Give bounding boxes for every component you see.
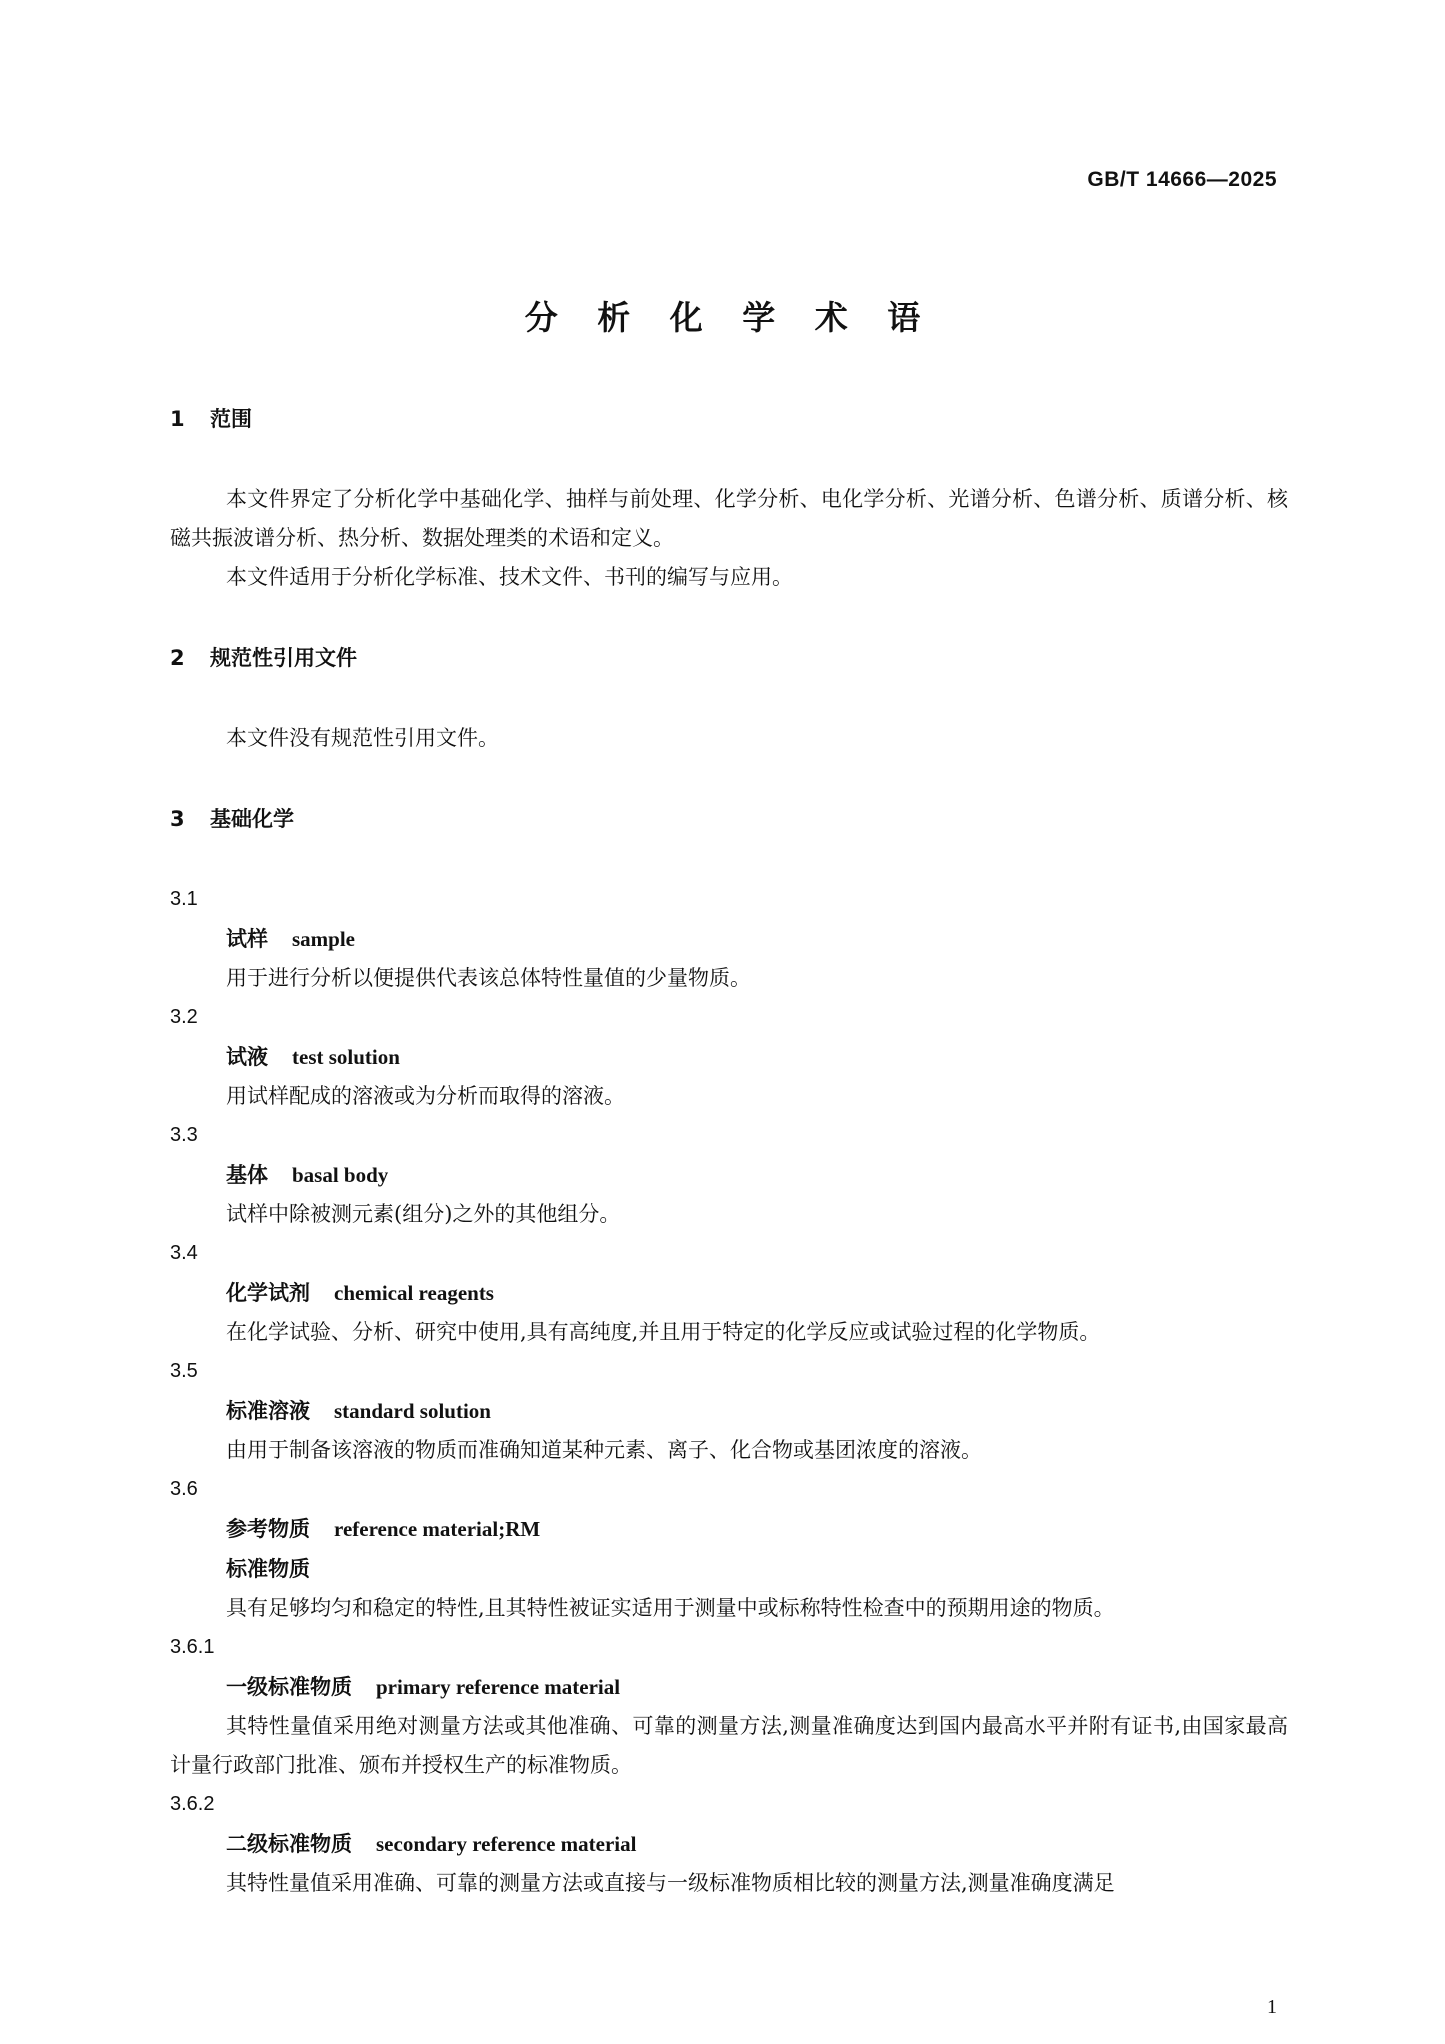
paragraph: 本文件界定了分析化学中基础化学、抽样与前处理、化学分析、电化学分析、光谱分析、色谱分析、质谱分析、核磁共振波谱分析、热分析、数据处理类的术语和定义。 [170,487,1288,550]
term-number: 3.1 [170,888,198,910]
term-heading [170,1667,1288,1707]
term-zh: 二级标准物质 [226,1832,352,1856]
term-en: basal body [292,1163,389,1187]
term-alternate-heading [170,1549,1288,1589]
term-zh: 标准溶液 [226,1399,310,1423]
term-number: 3.3 [170,1124,198,1146]
term-entry [170,1785,1288,1903]
term-definition: 其特性量值采用准确、可靠的测量方法或直接与一级标准物质相比较的测量方法,测量准确度满足 [226,1871,1115,1895]
section-2-heading [170,643,1288,673]
term-entry [170,1352,1288,1470]
paragraph: 本文件没有规范性引用文件。 [226,726,499,750]
term-en: reference material;RM [334,1517,541,1541]
term-en: test solution [292,1045,400,1069]
term-zh: 参考物质 [226,1517,310,1541]
term-entry [170,1628,1288,1785]
term-number: 3.6 [170,1478,198,1500]
term-en: primary reference material [376,1675,621,1699]
document-body [170,404,1288,1903]
term-entry [170,1470,1288,1628]
page-number: 1 [1267,1996,1277,2018]
term-en: chemical reagents [334,1281,494,1305]
term-heading [170,1509,1288,1549]
term-definition: 具有足够均匀和稳定的特性,且其特性被证实适用于测量中或标称特性检查中的预期用途的物质。 [226,1596,1115,1620]
term-number: 3.6.2 [170,1793,215,1815]
term-definition: 用于进行分析以便提供代表该总体特性量值的少量物质。 [226,966,751,990]
standard-code: GB/T 14666—2025 [1087,168,1277,191]
term-definition: 由用于制备该溶液的物质而准确知道某种元素、离子、化合物或基团浓度的溶液。 [226,1438,982,1462]
section-number: 2 [170,646,185,670]
term-heading [170,1824,1288,1864]
section-3-heading [170,804,1288,834]
section-number: 3 [170,807,185,831]
term-entry [170,1116,1288,1234]
section-title: 基础化学 [210,807,294,831]
term-en: standard solution [334,1399,491,1423]
term-entry [170,880,1288,998]
term-number: 3.5 [170,1360,198,1382]
term-number: 3.2 [170,1006,198,1028]
term-zh: 试液 [226,1045,268,1069]
term-zh: 化学试剂 [226,1281,310,1305]
term-heading [170,1155,1288,1195]
section-number: 1 [170,407,185,431]
paragraph: 本文件适用于分析化学标准、技术文件、书刊的编写与应用。 [226,565,793,589]
term-zh: 试样 [226,927,268,951]
term-heading [170,919,1288,959]
term-en: sample [292,927,355,951]
term-heading [170,1037,1288,1077]
term-definition: 在化学试验、分析、研究中使用,具有高纯度,并且用于特定的化学反应或试验过程的化学物质。 [226,1320,1101,1344]
term-heading [170,1273,1288,1313]
term-alt-zh: 标准物质 [226,1557,310,1581]
term-entry [170,1234,1288,1352]
term-definition: 试样中除被测元素(组分)之外的其他组分。 [226,1202,621,1226]
term-heading [170,1391,1288,1431]
term-entry [170,998,1288,1116]
term-en: secondary reference material [376,1832,637,1856]
term-zh: 一级标准物质 [226,1675,352,1699]
document-title: 分 析 化 学 术 语 [524,298,935,337]
term-definition: 其特性量值采用绝对测量方法或其他准确、可靠的测量方法,测量准确度达到国内最高水平并附有证书,由国家最高计量行政部门批准、颁布并授权生产的标准物质。 [170,1714,1288,1777]
term-number: 3.6.1 [170,1636,215,1658]
term-definition: 用试样配成的溶液或为分析而取得的溶液。 [226,1084,625,1108]
term-number: 3.4 [170,1242,198,1264]
section-title: 规范性引用文件 [210,646,357,670]
section-1-heading [170,404,1288,434]
term-zh: 基体 [226,1163,268,1187]
section-title: 范围 [210,407,252,431]
